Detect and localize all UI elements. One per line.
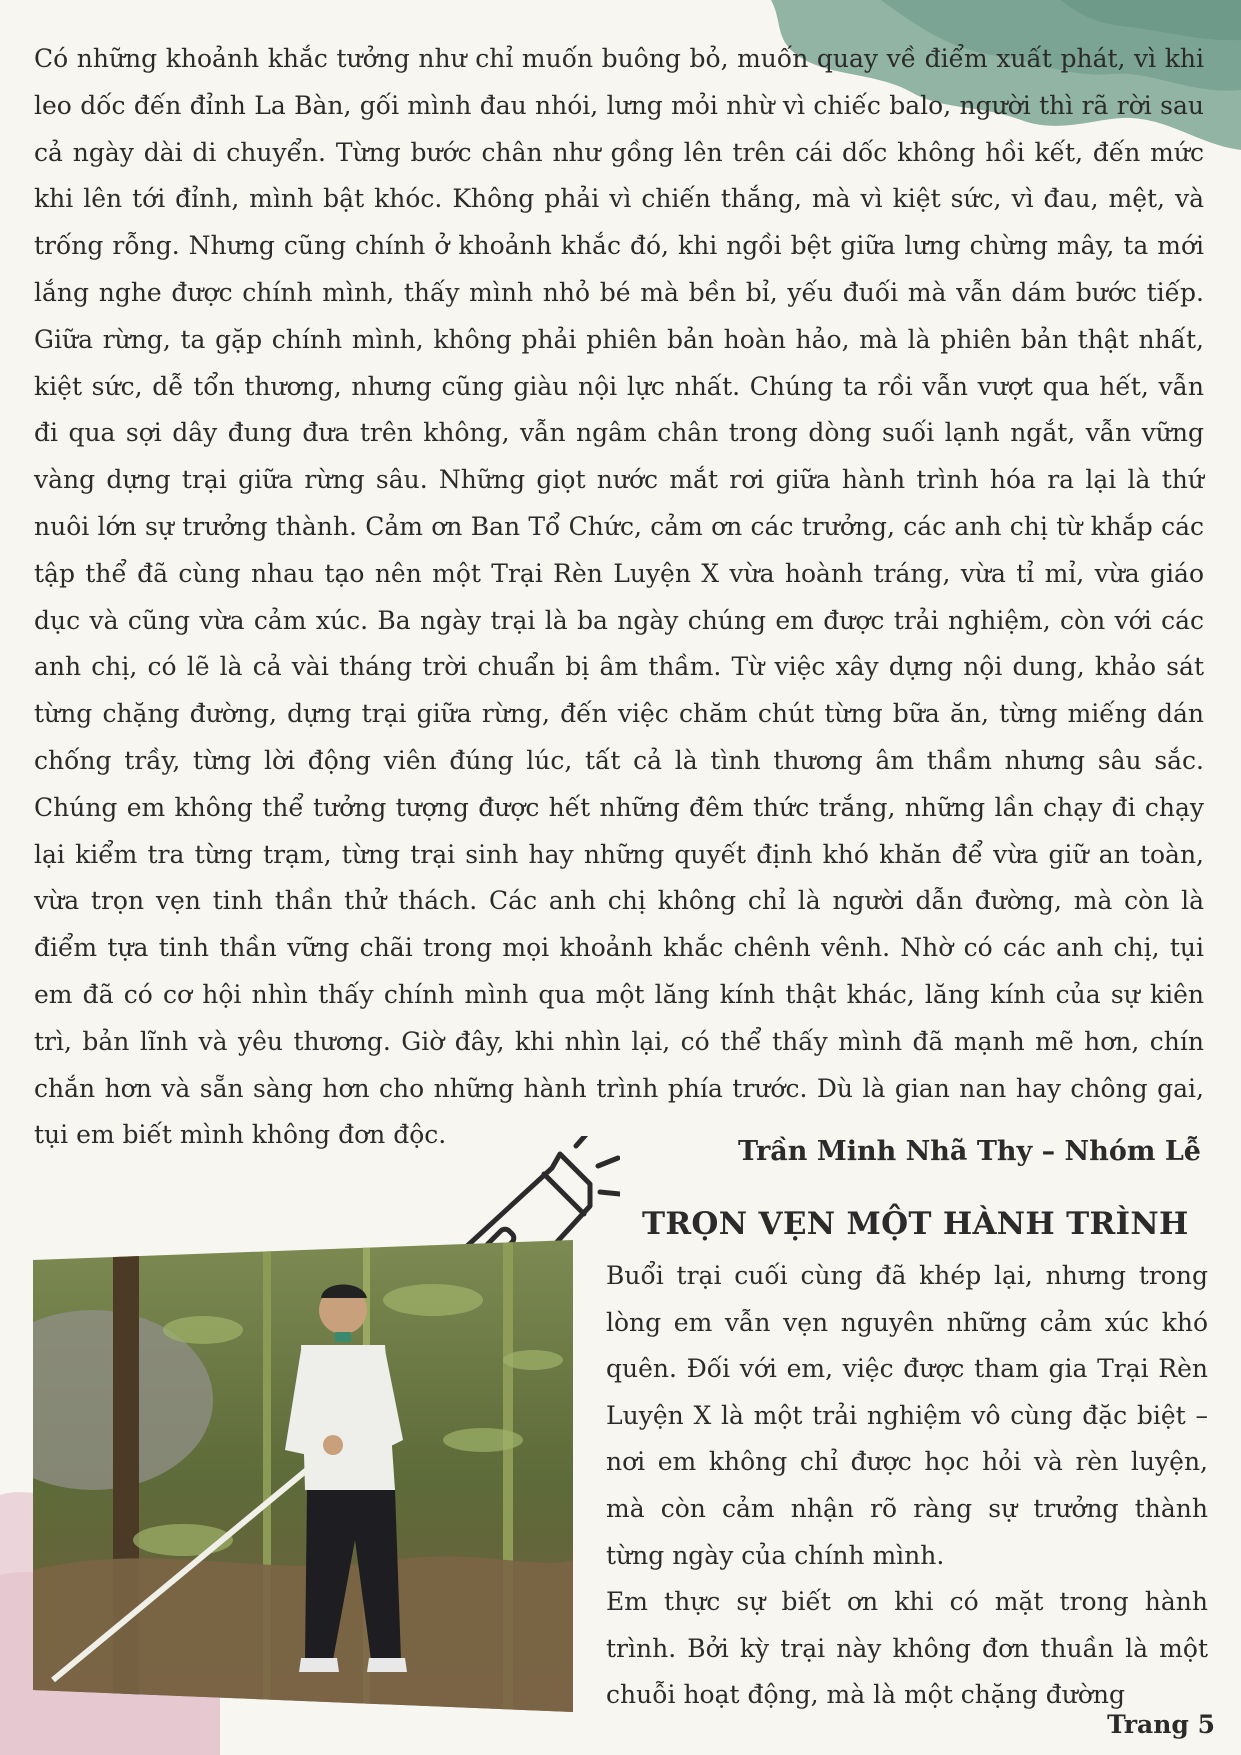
section-title: TRỌN VẸN MỘT HÀNH TRÌNH [642,1206,1189,1242]
main-paragraph: Có những khoảnh khắc tưởng như chỉ muốn buông bỏ, muốn quay về điểm xuất phát, vì khi leo dốc đến đỉnh La Bàn, gối mình đau nhói, lưng mỏi nhừ vì chiếc balo, người thì rã rời sau cả ngày dài di chuyển. Từng bước chân như gồng lên trên cái dốc không hồi kết, đến mức khi lên tới đỉnh, mình bật khóc. Không phải vì chiến thắng, mà vì kiệt sức, vì đau, mệt, và trống rỗng. Nhưng cũng chính ở khoảnh khắc đó, khi ngồi bệt giữa lưng chừng mây, ta mới lắng nghe được chính mình, thấy mình nhỏ bé mà bền bỉ, yếu đuối mà vẫn dám bước tiếp. Giữa rừng, ta gặp chính mình, không phải phiên bản hoàn hảo, mà là phiên bản thật nhất, kiệt sức, dễ tổn thương, nhưng cũng giàu nội lực nhất. Chúng ta rồi vẫn vượt qua hết, vẫn đi qua sợi dây đung đưa trên không, vẫn ngâm chân trong dòng suối lạnh ngắt, vẫn vững vàng dựng trại giữa rừng sâu. Những giọt nước mắt rơi giữa hành trình hóa ra lại là thứ nuôi lớn sự trưởng thành. Cảm ơn Ban Tổ Chức, cảm ơn các trưởng, các anh chị từ khắp các tập thể đã cùng nhau tạo nên một Trại Rèn Luyện X vừa hoành tráng, vừa tỉ mỉ, vừa giáo dục và cũng vừa cảm xúc. Ba ngày trại là ba ngày chúng em được trải nghiệm, còn với các anh chị, có lẽ là cả vài tháng trời chuẩn bị âm thầm. Từ việc xây dựng nội dung, khảo sát từng chặng đường, dựng trại giữa rừng, đến việc chăm chút từng bữa ăn, từng miếng dán chống trầy, từng lời động viên đúng lúc, tất cả là tình thương âm thầm nhưng sâu sắc. Chúng em không thể tưởng tượng được hết những đêm thức trắng, những lần chạy đi chạy lại kiểm tra từng trạm, từng trại sinh hay những quyết định khó khăn để vừa giữ an toàn, vừa trọn vẹn tinh thần thử thách. Các anh chị không chỉ là người dẫn đường, mà còn là điểm tựa tinh thần vững chãi trong mọi khoảnh khắc chênh vênh. Nhờ có các anh chị, tụi em đã có cơ hội nhìn thấy chính mình qua một lăng kính thật khác, lăng kính của sự kiên trì, bản lĩnh và yêu thương. Giờ đây, khi nhìn lại, có thể thấy mình đã mạnh mẽ hơn, chín chắn hơn và sẵn sàng hơn cho những hành trình phía trước. Dù là gian nan hay chông gai, tụi em biết mình không đơn độc. [34,44,1204,1150]
column-paragraph: Em thực sự biết ơn khi có mặt trong hành trình. Bởi kỳ trại này không đơn thuần là một chuỗi hoạt động, mà là một chặng đường [606,1587,1208,1710]
author-signature: Trần Minh Nhã Thy – Nhóm Lễ [737,1136,1201,1167]
page-number: Trang 5 [1107,1710,1215,1739]
article-column [606,1253,1208,1719]
camper-photo [33,1240,573,1712]
column-paragraph: Buổi trại cuối cùng đã khép lại, nhưng trong lòng em vẫn vẹn nguyên những cảm xúc khó quên. Đối với em, việc được tham gia Trại Rèn Luyện X là một trải nghiệm vô cùng đặc biệt – nơi em không chỉ được học hỏi và rèn luyện, mà còn cảm nhận rõ ràng sự trưởng thành từng ngày của chính mình. [606,1261,1208,1570]
